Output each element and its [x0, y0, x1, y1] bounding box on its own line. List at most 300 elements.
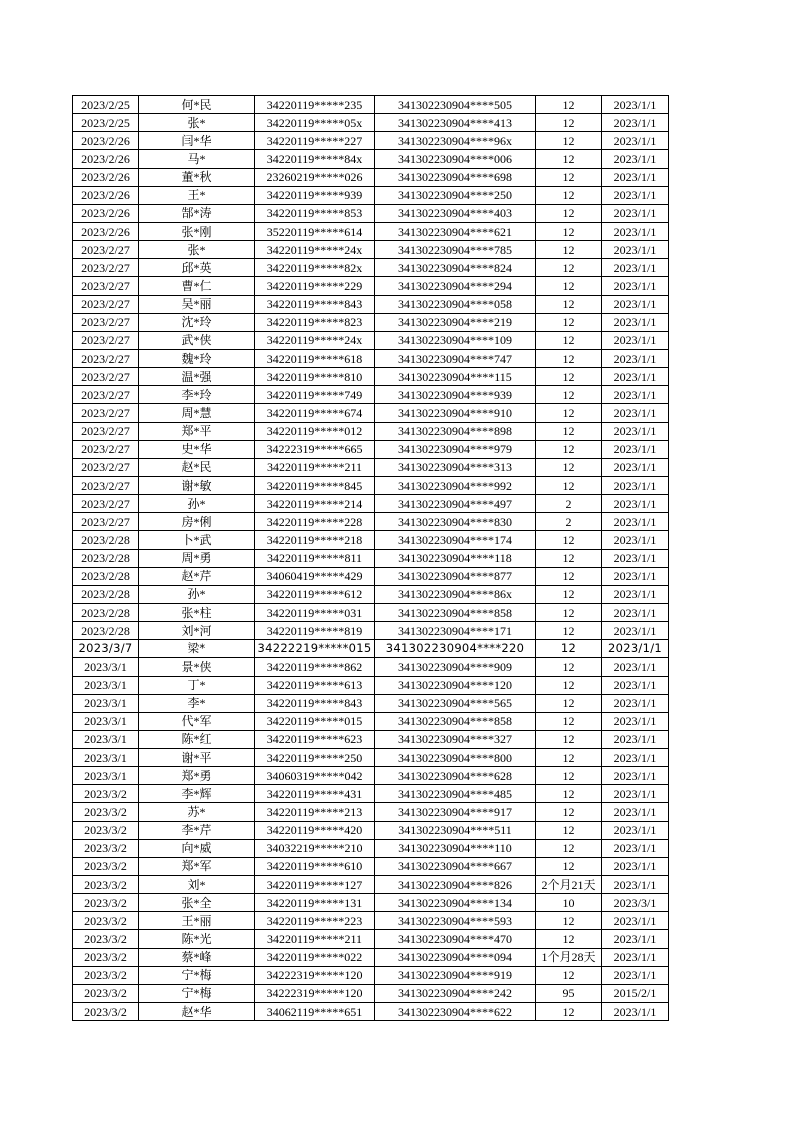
cell-start-date: 2023/1/1 — [602, 132, 669, 150]
cell-record-date: 2023/2/28 — [73, 549, 139, 567]
cell-masked-account-number: 341302230904****505 — [375, 96, 536, 114]
cell-masked-id-number: 34220119*****05x — [255, 114, 375, 132]
cell-start-date: 2023/1/1 — [602, 277, 669, 295]
cell-masked-name: 武*侠 — [139, 331, 255, 349]
cell-months-value: 12 — [536, 150, 602, 168]
table-row — [73, 730, 669, 748]
table-row — [73, 440, 669, 458]
cell-start-date: 2023/1/1 — [602, 349, 669, 367]
cell-months-value: 12 — [536, 204, 602, 222]
cell-start-date: 2023/1/1 — [602, 495, 669, 513]
cell-masked-name: 宁*梅 — [139, 966, 255, 984]
records-table — [72, 95, 669, 1021]
cell-masked-account-number: 341302230904****565 — [375, 694, 536, 712]
cell-months-value: 12 — [536, 549, 602, 567]
cell-months-value: 2 — [536, 495, 602, 513]
cell-record-date: 2023/3/2 — [73, 785, 139, 803]
cell-months-value: 12 — [536, 168, 602, 186]
cell-record-date: 2023/3/1 — [73, 730, 139, 748]
cell-masked-id-number: 34220119*****127 — [255, 876, 375, 894]
cell-masked-id-number: 34220119*****250 — [255, 749, 375, 767]
cell-months-value: 12 — [536, 749, 602, 767]
cell-masked-account-number: 341302230904****800 — [375, 749, 536, 767]
cell-start-date: 2023/1/1 — [602, 1003, 669, 1021]
cell-masked-account-number: 341302230904****992 — [375, 476, 536, 494]
cell-start-date: 2023/1/1 — [602, 458, 669, 476]
cell-masked-name: 温*强 — [139, 368, 255, 386]
table-row — [73, 241, 669, 259]
table-row — [73, 712, 669, 730]
table-row — [73, 767, 669, 785]
cell-masked-id-number: 34220119*****845 — [255, 476, 375, 494]
table-row — [73, 930, 669, 948]
table-row — [73, 966, 669, 984]
cell-record-date: 2023/3/2 — [73, 912, 139, 930]
table-row — [73, 458, 669, 476]
cell-masked-name: 赵*华 — [139, 1003, 255, 1021]
cell-masked-name: 代*军 — [139, 712, 255, 730]
cell-masked-account-number: 341302230904****917 — [375, 803, 536, 821]
table-row — [73, 531, 669, 549]
cell-masked-name: 房*俐 — [139, 513, 255, 531]
cell-start-date: 2023/3/1 — [602, 894, 669, 912]
table-row — [73, 803, 669, 821]
cell-record-date: 2023/2/27 — [73, 458, 139, 476]
cell-masked-id-number: 34220119*****612 — [255, 585, 375, 603]
cell-masked-id-number: 34220119*****214 — [255, 495, 375, 513]
cell-start-date: 2023/1/1 — [602, 585, 669, 603]
table-row — [73, 658, 669, 676]
cell-start-date: 2023/1/1 — [602, 331, 669, 349]
table-row — [73, 839, 669, 857]
cell-record-date: 2023/2/25 — [73, 114, 139, 132]
cell-months-value: 12 — [536, 712, 602, 730]
table-row — [73, 295, 669, 313]
cell-start-date: 2023/1/1 — [602, 313, 669, 331]
cell-start-date: 2023/1/1 — [602, 386, 669, 404]
table-row — [73, 676, 669, 694]
cell-masked-name: 赵*民 — [139, 458, 255, 476]
cell-masked-account-number: 341302230904****006 — [375, 150, 536, 168]
cell-start-date: 2023/1/1 — [602, 767, 669, 785]
table-row — [73, 368, 669, 386]
table-row — [73, 857, 669, 875]
cell-masked-account-number: 341302230904****413 — [375, 114, 536, 132]
cell-masked-name: 吴*丽 — [139, 295, 255, 313]
cell-masked-id-number: 34220119*****610 — [255, 857, 375, 875]
table-row — [73, 894, 669, 912]
cell-masked-id-number: 34220119*****843 — [255, 295, 375, 313]
cell-start-date: 2023/1/1 — [602, 531, 669, 549]
cell-masked-account-number: 341302230904****327 — [375, 730, 536, 748]
cell-start-date: 2023/1/1 — [602, 821, 669, 839]
cell-record-date: 2023/3/2 — [73, 930, 139, 948]
cell-masked-id-number: 34220119*****623 — [255, 730, 375, 748]
cell-record-date: 2023/2/27 — [73, 422, 139, 440]
cell-masked-account-number: 341302230904****294 — [375, 277, 536, 295]
cell-months-value: 10 — [536, 894, 602, 912]
cell-record-date: 2023/3/2 — [73, 839, 139, 857]
cell-months-value: 12 — [536, 966, 602, 984]
cell-months-value: 12 — [536, 331, 602, 349]
table-row — [73, 622, 669, 640]
cell-masked-id-number: 34220119*****810 — [255, 368, 375, 386]
cell-start-date: 2023/1/1 — [602, 749, 669, 767]
cell-masked-account-number: 341302230904****622 — [375, 1003, 536, 1021]
cell-start-date: 2023/1/1 — [602, 912, 669, 930]
cell-record-date: 2023/3/2 — [73, 948, 139, 966]
cell-masked-id-number: 34220119*****131 — [255, 894, 375, 912]
cell-masked-account-number: 341302230904****919 — [375, 966, 536, 984]
cell-masked-name: 孙* — [139, 495, 255, 513]
cell-record-date: 2023/2/25 — [73, 96, 139, 114]
cell-start-date: 2023/1/1 — [602, 295, 669, 313]
cell-masked-account-number: 341302230904****118 — [375, 549, 536, 567]
cell-masked-id-number: 34220119*****853 — [255, 204, 375, 222]
cell-masked-id-number: 34222319*****120 — [255, 966, 375, 984]
cell-start-date: 2023/1/1 — [602, 440, 669, 458]
cell-masked-account-number: 341302230904****698 — [375, 168, 536, 186]
cell-months-value: 12 — [536, 114, 602, 132]
table-row — [73, 168, 669, 186]
cell-masked-name: 张*刚 — [139, 222, 255, 240]
cell-masked-account-number: 341302230904****058 — [375, 295, 536, 313]
cell-masked-id-number: 34220119*****939 — [255, 186, 375, 204]
cell-record-date: 2023/3/1 — [73, 767, 139, 785]
cell-start-date: 2023/1/1 — [602, 150, 669, 168]
cell-masked-name: 宁*梅 — [139, 984, 255, 1002]
cell-masked-account-number: 341302230904****785 — [375, 241, 536, 259]
cell-months-value: 12 — [536, 313, 602, 331]
cell-masked-account-number: 341302230904****134 — [375, 894, 536, 912]
cell-masked-id-number: 34220119*****819 — [255, 622, 375, 640]
cell-start-date: 2023/1/1 — [602, 930, 669, 948]
cell-record-date: 2023/2/27 — [73, 476, 139, 494]
cell-record-date: 2023/3/2 — [73, 1003, 139, 1021]
table-row — [73, 150, 669, 168]
cell-months-value: 12 — [536, 476, 602, 494]
cell-start-date: 2023/1/1 — [602, 694, 669, 712]
cell-masked-id-number: 34062119*****651 — [255, 1003, 375, 1021]
cell-start-date: 2023/1/1 — [602, 640, 669, 658]
cell-masked-id-number: 34060419*****429 — [255, 567, 375, 585]
cell-months-value: 12 — [536, 640, 602, 658]
cell-record-date: 2023/2/27 — [73, 368, 139, 386]
cell-start-date: 2023/1/1 — [602, 241, 669, 259]
table-row — [73, 277, 669, 295]
cell-masked-account-number: 341302230904****910 — [375, 404, 536, 422]
cell-months-value: 12 — [536, 821, 602, 839]
table-row — [73, 1003, 669, 1021]
cell-start-date: 2023/1/1 — [602, 948, 669, 966]
cell-masked-id-number: 34220119*****823 — [255, 313, 375, 331]
cell-masked-account-number: 341302230904****171 — [375, 622, 536, 640]
cell-masked-name: 苏* — [139, 803, 255, 821]
cell-start-date: 2023/1/1 — [602, 186, 669, 204]
table-row — [73, 603, 669, 621]
table-row — [73, 876, 669, 894]
cell-months-value: 12 — [536, 368, 602, 386]
cell-months-value: 12 — [536, 277, 602, 295]
table-row — [73, 567, 669, 585]
cell-start-date: 2023/1/1 — [602, 785, 669, 803]
cell-masked-id-number: 23260219*****026 — [255, 168, 375, 186]
cell-masked-account-number: 341302230904****174 — [375, 531, 536, 549]
cell-masked-id-number: 34222219*****015 — [255, 640, 375, 658]
table-row — [73, 96, 669, 114]
cell-masked-id-number: 34220119*****218 — [255, 531, 375, 549]
cell-masked-account-number: 341302230904****858 — [375, 603, 536, 621]
table-row — [73, 785, 669, 803]
cell-masked-id-number: 34060319*****042 — [255, 767, 375, 785]
cell-months-value: 2 — [536, 513, 602, 531]
records-tbody — [73, 96, 669, 1021]
cell-start-date: 2023/1/1 — [602, 803, 669, 821]
table-row — [73, 186, 669, 204]
cell-months-value: 12 — [536, 440, 602, 458]
cell-masked-id-number: 34220119*****843 — [255, 694, 375, 712]
cell-months-value: 12 — [536, 259, 602, 277]
cell-masked-account-number: 341302230904****826 — [375, 876, 536, 894]
cell-months-value: 12 — [536, 694, 602, 712]
table-row — [73, 313, 669, 331]
cell-record-date: 2023/3/2 — [73, 984, 139, 1002]
cell-months-value: 12 — [536, 785, 602, 803]
cell-masked-name: 郑*平 — [139, 422, 255, 440]
cell-masked-account-number: 341302230904****470 — [375, 930, 536, 948]
table-row — [73, 386, 669, 404]
cell-record-date: 2023/2/27 — [73, 241, 139, 259]
cell-months-value: 12 — [536, 676, 602, 694]
cell-masked-name: 蔡*峰 — [139, 948, 255, 966]
table-row — [73, 749, 669, 767]
cell-masked-name: 魏*玲 — [139, 349, 255, 367]
cell-masked-account-number: 341302230904****939 — [375, 386, 536, 404]
cell-masked-name: 郜*涛 — [139, 204, 255, 222]
cell-months-value: 12 — [536, 585, 602, 603]
cell-masked-name: 闫*华 — [139, 132, 255, 150]
cell-months-value: 12 — [536, 132, 602, 150]
cell-start-date: 2023/1/1 — [602, 658, 669, 676]
cell-start-date: 2023/1/1 — [602, 549, 669, 567]
cell-months-value: 12 — [536, 603, 602, 621]
cell-masked-name: 马* — [139, 150, 255, 168]
cell-record-date: 2023/3/7 — [73, 640, 139, 658]
cell-months-value: 12 — [536, 839, 602, 857]
cell-record-date: 2023/2/26 — [73, 132, 139, 150]
cell-start-date: 2023/1/1 — [602, 404, 669, 422]
cell-months-value: 12 — [536, 386, 602, 404]
cell-months-value: 12 — [536, 458, 602, 476]
cell-masked-account-number: 341302230904****511 — [375, 821, 536, 839]
cell-masked-id-number: 34220119*****228 — [255, 513, 375, 531]
cell-masked-name: 刘*河 — [139, 622, 255, 640]
cell-start-date: 2023/1/1 — [602, 422, 669, 440]
cell-record-date: 2023/2/26 — [73, 222, 139, 240]
cell-masked-name: 景*侠 — [139, 658, 255, 676]
cell-masked-name: 邱*英 — [139, 259, 255, 277]
cell-masked-name: 王*丽 — [139, 912, 255, 930]
cell-months-value: 12 — [536, 1003, 602, 1021]
cell-start-date: 2023/1/1 — [602, 114, 669, 132]
cell-start-date: 2023/1/1 — [602, 712, 669, 730]
cell-masked-id-number: 34220119*****031 — [255, 603, 375, 621]
cell-masked-id-number: 34220119*****227 — [255, 132, 375, 150]
cell-masked-account-number: 341302230904****593 — [375, 912, 536, 930]
cell-start-date: 2023/1/1 — [602, 476, 669, 494]
cell-masked-name: 丁* — [139, 676, 255, 694]
cell-months-value: 12 — [536, 803, 602, 821]
cell-masked-name: 刘* — [139, 876, 255, 894]
cell-masked-id-number: 34220119*****749 — [255, 386, 375, 404]
table-row — [73, 821, 669, 839]
cell-masked-name: 陈*红 — [139, 730, 255, 748]
cell-masked-id-number: 34220119*****84x — [255, 150, 375, 168]
cell-record-date: 2023/3/2 — [73, 966, 139, 984]
cell-masked-id-number: 35220119*****614 — [255, 222, 375, 240]
cell-masked-name: 赵*芹 — [139, 567, 255, 585]
cell-start-date: 2023/1/1 — [602, 259, 669, 277]
table-row — [73, 640, 669, 658]
cell-masked-name: 谢*敏 — [139, 476, 255, 494]
cell-masked-account-number: 341302230904****824 — [375, 259, 536, 277]
cell-masked-account-number: 341302230904****220 — [375, 640, 536, 658]
table-row — [73, 331, 669, 349]
cell-start-date: 2023/1/1 — [602, 966, 669, 984]
cell-masked-name: 梁* — [139, 640, 255, 658]
cell-record-date: 2023/2/28 — [73, 531, 139, 549]
cell-masked-name: 李*芹 — [139, 821, 255, 839]
cell-masked-name: 周*勇 — [139, 549, 255, 567]
cell-months-value: 12 — [536, 241, 602, 259]
cell-masked-account-number: 341302230904****497 — [375, 495, 536, 513]
cell-masked-id-number: 34220119*****015 — [255, 712, 375, 730]
cell-masked-account-number: 341302230904****858 — [375, 712, 536, 730]
cell-start-date: 2015/2/1 — [602, 984, 669, 1002]
cell-record-date: 2023/3/1 — [73, 676, 139, 694]
cell-record-date: 2023/2/26 — [73, 168, 139, 186]
cell-masked-name: 周*慧 — [139, 404, 255, 422]
cell-start-date: 2023/1/1 — [602, 222, 669, 240]
cell-masked-name: 张* — [139, 114, 255, 132]
cell-masked-name: 张*柱 — [139, 603, 255, 621]
cell-record-date: 2023/2/28 — [73, 567, 139, 585]
cell-masked-account-number: 341302230904****621 — [375, 222, 536, 240]
cell-start-date: 2023/1/1 — [602, 876, 669, 894]
cell-masked-id-number: 34222319*****665 — [255, 440, 375, 458]
cell-masked-id-number: 34220119*****012 — [255, 422, 375, 440]
cell-record-date: 2023/2/28 — [73, 622, 139, 640]
cell-record-date: 2023/3/1 — [73, 658, 139, 676]
cell-masked-account-number: 341302230904****115 — [375, 368, 536, 386]
cell-masked-name: 孙* — [139, 585, 255, 603]
cell-masked-account-number: 341302230904****485 — [375, 785, 536, 803]
cell-record-date: 2023/2/26 — [73, 204, 139, 222]
cell-record-date: 2023/3/2 — [73, 876, 139, 894]
cell-months-value: 12 — [536, 767, 602, 785]
cell-masked-account-number: 341302230904****877 — [375, 567, 536, 585]
cell-record-date: 2023/3/2 — [73, 857, 139, 875]
cell-masked-name: 史*华 — [139, 440, 255, 458]
cell-masked-name: 沈*玲 — [139, 313, 255, 331]
cell-masked-id-number: 34220119*****223 — [255, 912, 375, 930]
cell-masked-name: 卜*武 — [139, 531, 255, 549]
cell-record-date: 2023/2/27 — [73, 495, 139, 513]
cell-months-value: 12 — [536, 96, 602, 114]
cell-masked-account-number: 341302230904****628 — [375, 767, 536, 785]
cell-record-date: 2023/2/27 — [73, 440, 139, 458]
cell-start-date: 2023/1/1 — [602, 368, 669, 386]
cell-masked-account-number: 341302230904****219 — [375, 313, 536, 331]
cell-masked-account-number: 341302230904****909 — [375, 658, 536, 676]
cell-masked-id-number: 34220119*****431 — [255, 785, 375, 803]
cell-masked-id-number: 34220119*****862 — [255, 658, 375, 676]
cell-record-date: 2023/2/27 — [73, 513, 139, 531]
cell-months-value: 12 — [536, 930, 602, 948]
table-row — [73, 984, 669, 1002]
cell-masked-id-number: 34220119*****82x — [255, 259, 375, 277]
cell-masked-account-number: 341302230904****109 — [375, 331, 536, 349]
cell-masked-name: 陈*光 — [139, 930, 255, 948]
cell-months-value: 12 — [536, 622, 602, 640]
cell-record-date: 2023/2/27 — [73, 386, 139, 404]
table-row — [73, 222, 669, 240]
cell-record-date: 2023/2/27 — [73, 349, 139, 367]
cell-masked-name: 王* — [139, 186, 255, 204]
cell-start-date: 2023/1/1 — [602, 730, 669, 748]
cell-start-date: 2023/1/1 — [602, 857, 669, 875]
cell-record-date: 2023/3/1 — [73, 694, 139, 712]
cell-record-date: 2023/2/27 — [73, 277, 139, 295]
cell-masked-name: 张* — [139, 241, 255, 259]
cell-record-date: 2023/2/28 — [73, 603, 139, 621]
cell-months-value: 12 — [536, 730, 602, 748]
cell-masked-id-number: 34222319*****120 — [255, 984, 375, 1002]
cell-record-date: 2023/3/1 — [73, 749, 139, 767]
cell-masked-account-number: 341302230904****250 — [375, 186, 536, 204]
cell-masked-id-number: 34220119*****618 — [255, 349, 375, 367]
table-row — [73, 495, 669, 513]
cell-masked-account-number: 341302230904****96x — [375, 132, 536, 150]
cell-masked-id-number: 34220119*****674 — [255, 404, 375, 422]
cell-masked-name: 何*民 — [139, 96, 255, 114]
cell-record-date: 2023/2/26 — [73, 150, 139, 168]
cell-start-date: 2023/1/1 — [602, 96, 669, 114]
cell-months-value: 12 — [536, 422, 602, 440]
cell-months-value: 1个月28天 — [536, 948, 602, 966]
table-row — [73, 585, 669, 603]
cell-months-value: 12 — [536, 222, 602, 240]
cell-start-date: 2023/1/1 — [602, 603, 669, 621]
cell-masked-account-number: 341302230904****747 — [375, 349, 536, 367]
cell-masked-id-number: 34220119*****022 — [255, 948, 375, 966]
cell-masked-id-number: 34220119*****235 — [255, 96, 375, 114]
cell-months-value: 12 — [536, 567, 602, 585]
cell-masked-name: 张*全 — [139, 894, 255, 912]
cell-masked-id-number: 34220119*****213 — [255, 803, 375, 821]
table-row — [73, 948, 669, 966]
cell-record-date: 2023/3/2 — [73, 894, 139, 912]
cell-months-value: 2个月21天 — [536, 876, 602, 894]
cell-masked-account-number: 341302230904****313 — [375, 458, 536, 476]
cell-masked-name: 李*辉 — [139, 785, 255, 803]
cell-start-date: 2023/1/1 — [602, 676, 669, 694]
cell-record-date: 2023/2/26 — [73, 186, 139, 204]
cell-months-value: 12 — [536, 658, 602, 676]
cell-months-value: 12 — [536, 857, 602, 875]
table-row — [73, 404, 669, 422]
cell-start-date: 2023/1/1 — [602, 513, 669, 531]
